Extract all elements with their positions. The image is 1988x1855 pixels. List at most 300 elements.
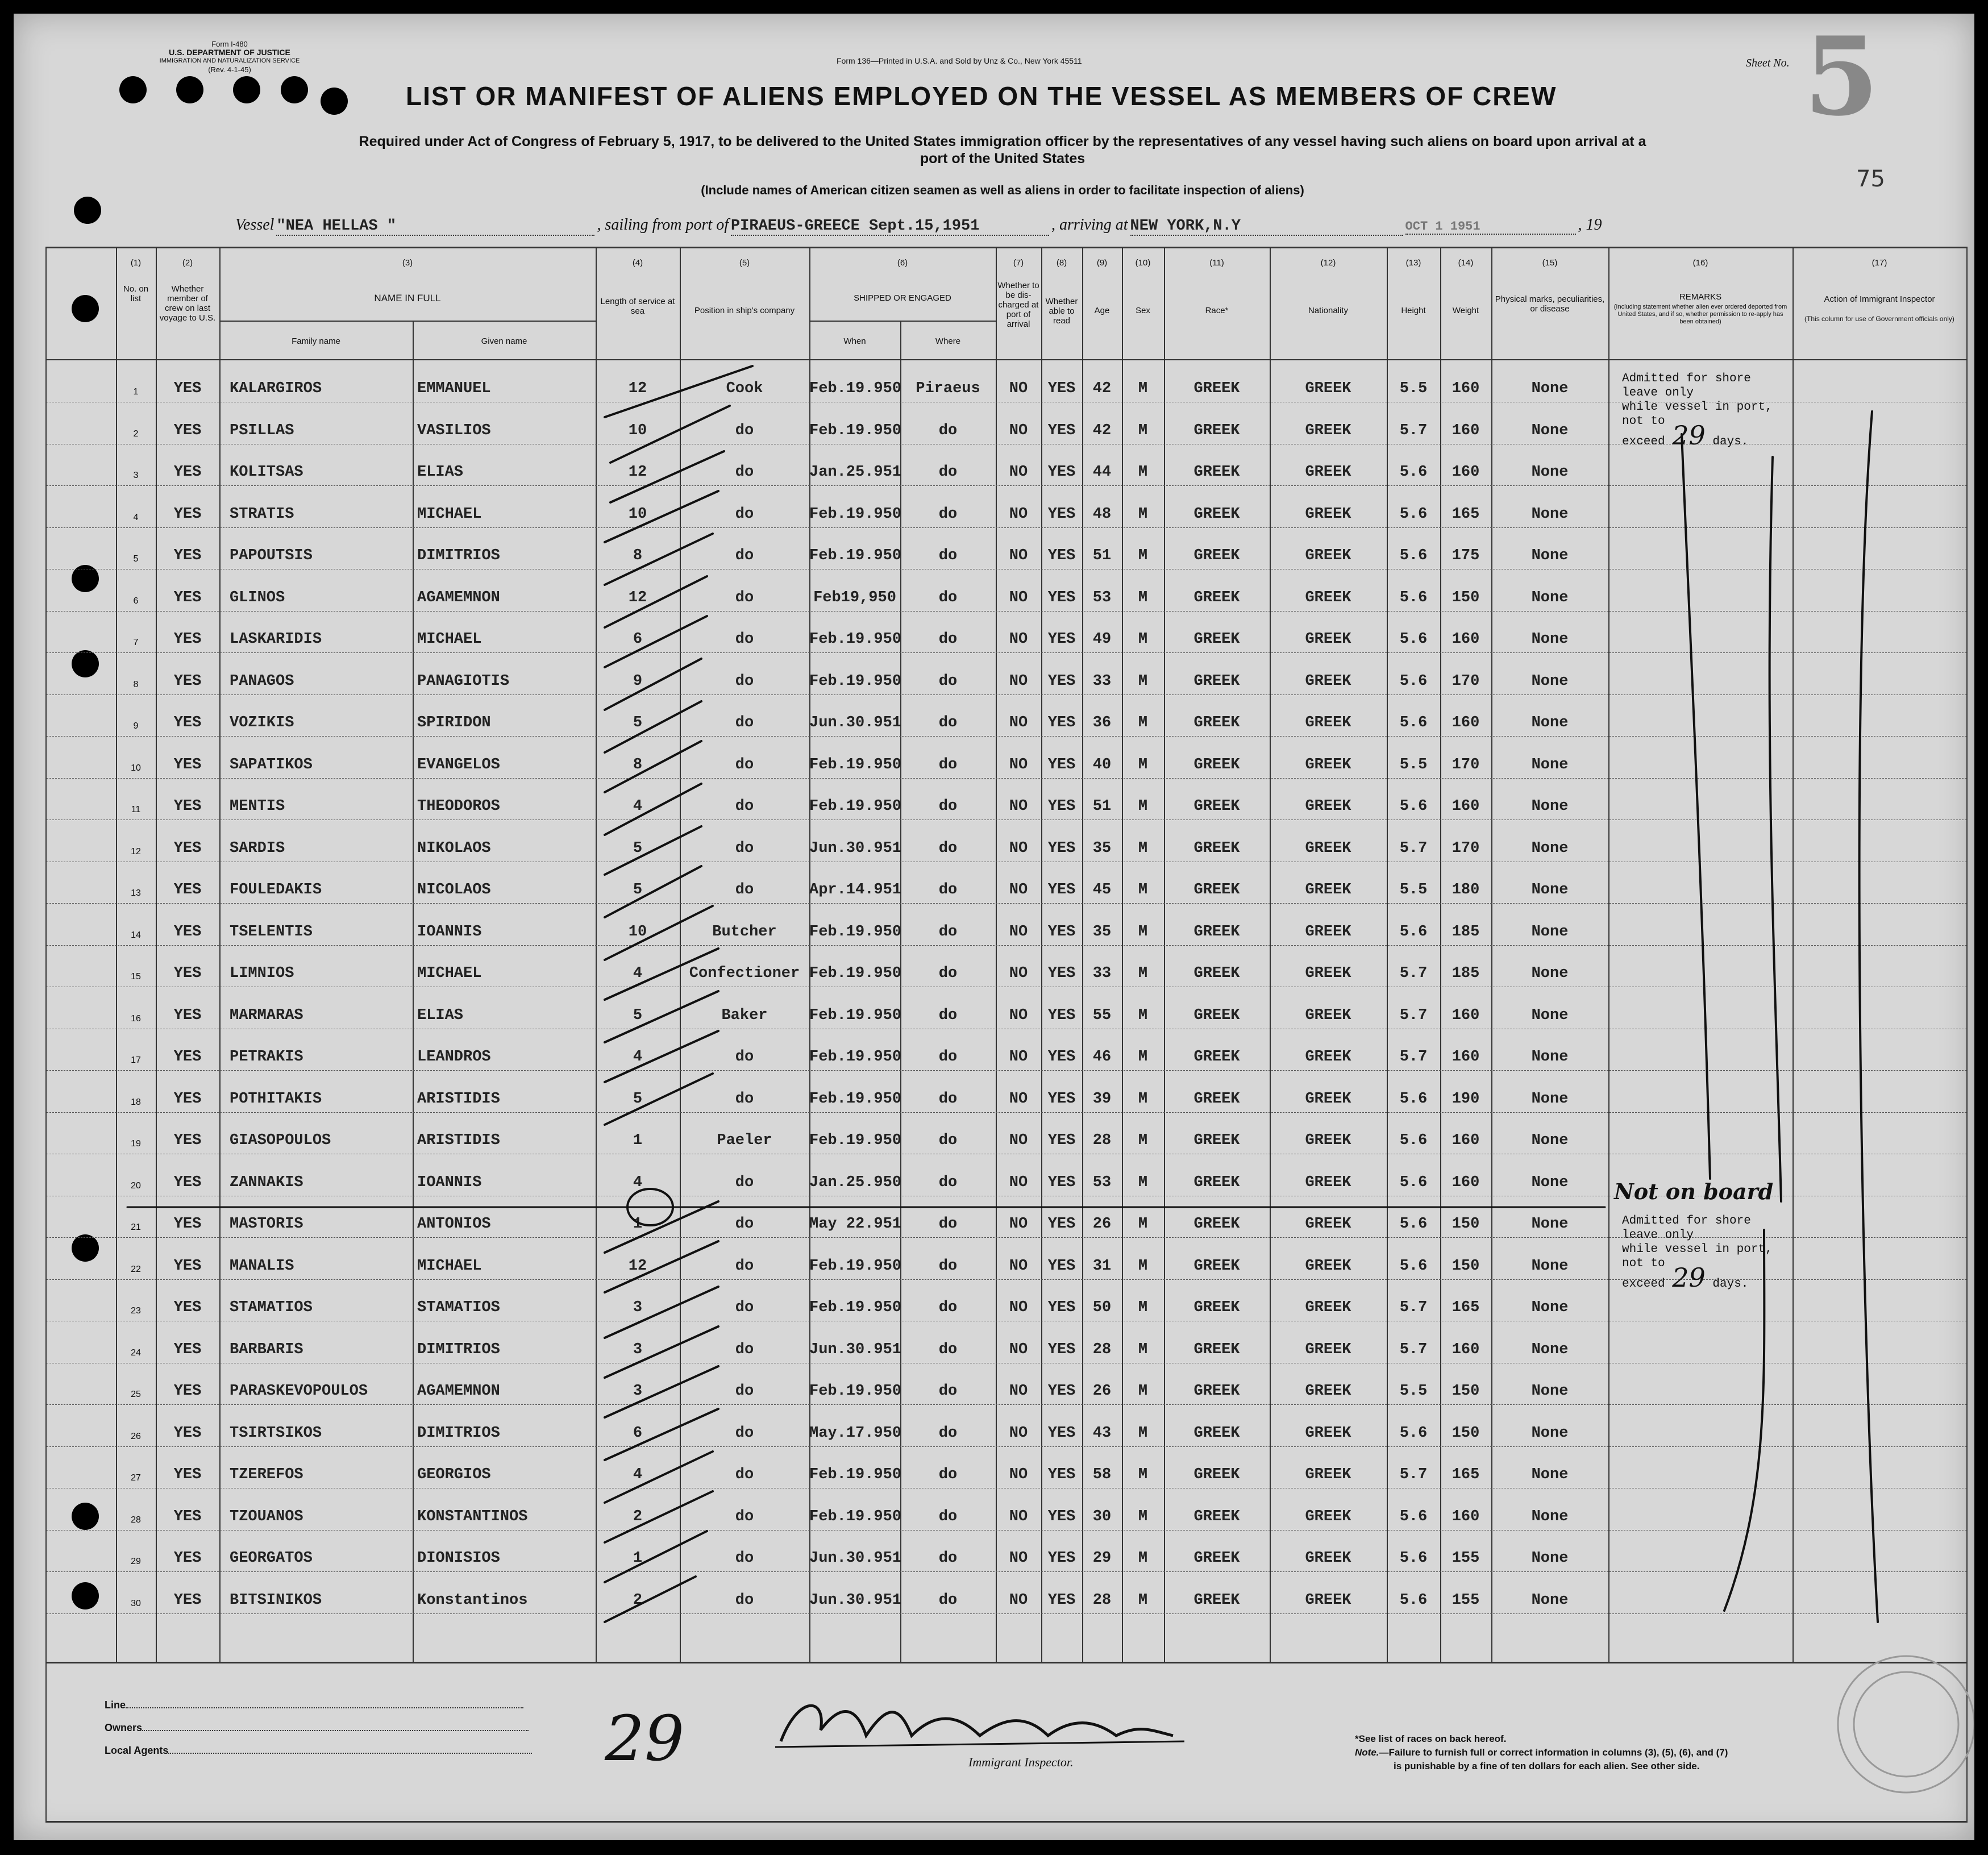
- given-name-cell: STAMATIOS: [417, 1299, 500, 1316]
- physical-marks-cell: None: [1531, 965, 1569, 982]
- vessel-label: Vessel: [235, 216, 275, 234]
- col-number: (3): [402, 258, 413, 268]
- height-cell: 5.6: [1399, 923, 1428, 941]
- weight-cell: 170: [1452, 756, 1480, 773]
- shipped-when-cell: Jun.30.951: [809, 1591, 902, 1609]
- weight-cell: 160: [1452, 464, 1480, 481]
- discharged-cell: NO: [1009, 1090, 1028, 1108]
- nationality-cell: GREEK: [1305, 422, 1351, 439]
- sex-cell: M: [1138, 380, 1148, 397]
- crew-last-voyage-cell: YES: [173, 1466, 202, 1483]
- position-cell: Butcher: [712, 923, 777, 941]
- crew-last-voyage-cell: YES: [173, 505, 202, 523]
- family-name-cell: BARBARIS: [230, 1341, 303, 1358]
- row-number-cell: 30: [131, 1598, 141, 1608]
- age-cell: 51: [1092, 798, 1112, 815]
- shipped-when-cell: Jan.25.950: [809, 1174, 902, 1191]
- crew-last-voyage-cell: YES: [173, 839, 202, 857]
- able-to-read-cell: YES: [1047, 547, 1076, 564]
- discharged-cell: NO: [1009, 631, 1028, 648]
- physical-marks-cell: None: [1531, 589, 1569, 606]
- check-mark: [610, 451, 724, 502]
- row-number-cell: 12: [131, 846, 141, 856]
- row-number-cell: 8: [133, 679, 139, 689]
- service-length-cell: 5: [633, 1090, 643, 1108]
- position-cell: do: [735, 1591, 754, 1609]
- age-cell: 26: [1092, 1216, 1112, 1233]
- age-cell: 31: [1092, 1257, 1112, 1275]
- physical-marks-cell: None: [1531, 1257, 1569, 1275]
- height-cell: 5.5: [1399, 756, 1428, 773]
- weight-cell: 160: [1452, 1341, 1480, 1358]
- service-length-cell: 12: [628, 464, 647, 481]
- not-on-board-note: Not on board: [1614, 1179, 1774, 1204]
- position-cell: Confectioner: [689, 965, 800, 982]
- col-number: (1): [130, 258, 142, 268]
- check-mark: [605, 1287, 718, 1338]
- discharged-cell: NO: [1009, 798, 1028, 815]
- shipped-where-cell: do: [938, 1299, 958, 1316]
- physical-marks-cell: None: [1531, 1383, 1569, 1400]
- weight-cell: 160: [1452, 1006, 1480, 1024]
- age-cell: 33: [1092, 672, 1112, 690]
- race-cell: GREEK: [1193, 422, 1240, 439]
- row-number-cell: 23: [131, 1306, 141, 1316]
- nationality-cell: GREEK: [1305, 1132, 1351, 1149]
- physical-marks-cell: None: [1531, 1090, 1569, 1108]
- nationality-cell: GREEK: [1305, 1591, 1351, 1609]
- race-cell: GREEK: [1193, 1424, 1240, 1442]
- given-name-cell: ELIAS: [417, 464, 464, 481]
- col-header-discharged: Whether to be dis-charged at port of arrival: [997, 281, 1039, 329]
- age-cell: 45: [1092, 881, 1112, 899]
- discharged-cell: NO: [1009, 1216, 1028, 1233]
- service-length-cell: 4: [633, 1466, 643, 1483]
- discharged-cell: NO: [1009, 1341, 1028, 1358]
- sex-cell: M: [1138, 1006, 1148, 1024]
- col-header-action: Action of Immigrant Inspector: [1824, 294, 1935, 304]
- crew-last-voyage-cell: YES: [173, 1216, 202, 1233]
- row-number-cell: 22: [131, 1264, 141, 1274]
- physical-marks-cell: None: [1531, 380, 1569, 397]
- crew-last-voyage-cell: YES: [173, 923, 202, 941]
- physical-marks-cell: None: [1531, 505, 1569, 523]
- row-number-cell: 19: [131, 1139, 141, 1149]
- shipped-when-cell: Feb.19.950: [809, 1257, 902, 1275]
- shipped-when-cell: May.17.950: [809, 1424, 902, 1442]
- shipped-where-cell: do: [938, 589, 958, 606]
- able-to-read-cell: YES: [1047, 1424, 1076, 1442]
- shipped-where-cell: do: [938, 1174, 958, 1191]
- service-length-cell: 2: [633, 1591, 643, 1609]
- crew-last-voyage-cell: YES: [173, 1341, 202, 1358]
- discharged-cell: NO: [1009, 923, 1028, 941]
- given-name-cell: Konstantinos: [417, 1591, 528, 1609]
- able-to-read-cell: YES: [1047, 798, 1076, 815]
- shipped-when-cell: Feb.19.950: [809, 631, 902, 648]
- crew-last-voyage-cell: YES: [173, 1132, 202, 1149]
- position-cell: do: [735, 756, 754, 773]
- printer-line: Form 136—Printed in U.S.A. and Sold by Unz & Co., New York 45511: [837, 56, 1082, 65]
- bracket-line: [1682, 434, 1710, 1179]
- col-number: (11): [1209, 258, 1224, 268]
- shipped-where-cell: do: [938, 965, 958, 982]
- discharged-cell: NO: [1009, 1466, 1028, 1483]
- discharged-cell: NO: [1009, 1257, 1028, 1275]
- sex-cell: M: [1138, 1508, 1148, 1525]
- nationality-cell: GREEK: [1305, 1299, 1351, 1316]
- service-length-cell: 1: [633, 1216, 643, 1233]
- check-mark: [605, 1491, 713, 1542]
- height-cell: 5.6: [1399, 1174, 1428, 1191]
- nationality-cell: GREEK: [1305, 1466, 1351, 1483]
- physical-marks-cell: None: [1531, 756, 1569, 773]
- row-number-cell: 14: [131, 930, 141, 940]
- physical-marks-cell: None: [1531, 1049, 1569, 1066]
- remark-days-hand: 29: [1672, 1262, 1706, 1293]
- race-cell: GREEK: [1193, 547, 1240, 564]
- service-length-cell: 4: [633, 1049, 643, 1066]
- shipped-when-cell: Jun.30.951: [809, 714, 902, 731]
- shipped-where-cell: do: [938, 1132, 958, 1149]
- check-mark: [605, 1074, 713, 1125]
- weight-cell: 160: [1452, 1132, 1480, 1149]
- service-length-cell: 12: [628, 380, 647, 397]
- discharged-cell: NO: [1009, 839, 1028, 857]
- height-cell: 5.6: [1399, 464, 1428, 481]
- check-mark: [605, 659, 701, 710]
- nationality-cell: GREEK: [1305, 631, 1351, 648]
- age-cell: 53: [1092, 1174, 1112, 1191]
- owners-label: Owners: [105, 1722, 143, 1733]
- sex-cell: M: [1138, 547, 1148, 564]
- nationality-cell: GREEK: [1305, 798, 1351, 815]
- discharged-cell: NO: [1009, 547, 1028, 564]
- shipped-where-cell: do: [938, 798, 958, 815]
- weight-cell: 150: [1452, 1383, 1480, 1400]
- shipped-when-cell: Feb.19.950: [809, 1383, 902, 1400]
- age-cell: 46: [1092, 1049, 1112, 1066]
- line-label: Line: [105, 1699, 126, 1711]
- able-to-read-cell: YES: [1047, 1174, 1076, 1191]
- check-mark: [605, 701, 701, 752]
- sex-cell: M: [1138, 1466, 1148, 1483]
- given-name-cell: IOANNIS: [417, 1174, 482, 1191]
- discharged-cell: NO: [1009, 714, 1028, 731]
- height-cell: 5.6: [1399, 798, 1428, 815]
- shipped-where-cell: do: [938, 672, 958, 690]
- position-cell: do: [735, 1257, 754, 1275]
- given-name-cell: LEANDROS: [417, 1049, 491, 1066]
- official-seal: [1838, 1656, 1974, 1792]
- remark-text: while vessel in port, not to: [1622, 401, 1773, 428]
- service: IMMIGRATION AND NATURALIZATION SERVICE: [159, 57, 300, 64]
- family-name-cell: TZOUANOS: [230, 1508, 303, 1525]
- able-to-read-cell: YES: [1047, 1383, 1076, 1400]
- able-to-read-cell: YES: [1047, 965, 1076, 982]
- crew-count-hand: 29: [605, 1702, 684, 1775]
- check-mark: [605, 1031, 718, 1082]
- family-name-cell: MARMARAS: [230, 1006, 303, 1024]
- shipped-where-cell: do: [938, 1550, 958, 1567]
- given-name-cell: ANTONIOS: [417, 1216, 491, 1233]
- age-cell: 28: [1092, 1132, 1112, 1149]
- family-name-cell: MASTORIS: [230, 1216, 303, 1233]
- sailing-label: , sailing from port of: [597, 216, 729, 234]
- service-length-cell: 5: [633, 881, 643, 899]
- age-cell: 36: [1092, 714, 1112, 731]
- able-to-read-cell: YES: [1047, 1216, 1076, 1233]
- height-cell: 5.6: [1399, 1090, 1428, 1108]
- shipped-where-cell: do: [938, 923, 958, 941]
- crew-last-voyage-cell: YES: [173, 1174, 202, 1191]
- check-mark: [605, 741, 701, 792]
- shipped-when-cell: Feb.19.950: [809, 923, 902, 941]
- weight-cell: 180: [1452, 881, 1480, 899]
- position-cell: do: [735, 505, 754, 523]
- row-number-cell: 4: [133, 512, 139, 522]
- sex-cell: M: [1138, 631, 1148, 648]
- remark-days-hand: 29: [1672, 420, 1706, 451]
- sex-cell: M: [1138, 1591, 1148, 1609]
- shipped-when-cell: Feb.19.950: [809, 380, 902, 397]
- check-mark: [605, 366, 752, 417]
- service-length-cell: 3: [633, 1341, 643, 1358]
- family-name-cell: STAMATIOS: [230, 1299, 313, 1316]
- able-to-read-cell: YES: [1047, 923, 1076, 941]
- race-cell: GREEK: [1193, 756, 1240, 773]
- height-cell: 5.6: [1399, 1550, 1428, 1567]
- race-cell: GREEK: [1193, 1341, 1240, 1358]
- sex-cell: M: [1138, 1174, 1148, 1191]
- row-number-cell: 25: [131, 1390, 141, 1399]
- shipped-when-cell: Feb.19.950: [809, 1466, 902, 1483]
- physical-marks-cell: None: [1531, 1006, 1569, 1024]
- col-number: (17): [1871, 258, 1887, 268]
- given-name-cell: DIONISIOS: [417, 1550, 500, 1567]
- shipped-when-cell: Feb.19.950: [809, 965, 902, 982]
- shipped-where-cell: do: [938, 1383, 958, 1400]
- sex-cell: M: [1138, 1550, 1148, 1567]
- able-to-read-cell: YES: [1047, 839, 1076, 857]
- service-length-cell: 4: [633, 798, 643, 815]
- shipped-where-cell: do: [938, 422, 958, 439]
- family-name-cell: PETRAKIS: [230, 1049, 303, 1066]
- service-length-cell: 2: [633, 1508, 643, 1525]
- row-number-cell: 2: [133, 429, 139, 439]
- age-cell: 35: [1092, 839, 1112, 857]
- able-to-read-cell: YES: [1047, 714, 1076, 731]
- given-name-cell: ARISTIDIS: [417, 1090, 500, 1108]
- discharged-cell: NO: [1009, 464, 1028, 481]
- given-name-cell: GEORGIOS: [417, 1466, 491, 1483]
- nationality-cell: GREEK: [1305, 714, 1351, 731]
- crew-last-voyage-cell: YES: [173, 464, 202, 481]
- row-number-cell: 18: [131, 1097, 141, 1107]
- position-cell: do: [735, 1174, 754, 1191]
- discharged-cell: NO: [1009, 672, 1028, 690]
- age-cell: 58: [1092, 1466, 1112, 1483]
- nationality-cell: GREEK: [1305, 1341, 1351, 1358]
- crew-last-voyage-cell: YES: [173, 1550, 202, 1567]
- weight-cell: 185: [1452, 965, 1480, 982]
- family-name-cell: VOZIKIS: [230, 714, 294, 731]
- check-mark: [605, 1409, 718, 1460]
- remark-text: while vessel in port, not to: [1622, 1243, 1773, 1270]
- shipped-where-cell: do: [938, 1090, 958, 1108]
- given-name-cell: AGAMEMNON: [417, 1383, 500, 1400]
- crew-last-voyage-cell: YES: [173, 756, 202, 773]
- height-cell: 5.5: [1399, 380, 1428, 397]
- service-length-cell: 1: [633, 1550, 643, 1567]
- shipped-where-cell: do: [938, 1466, 958, 1483]
- weight-cell: 160: [1452, 380, 1480, 397]
- nationality-cell: GREEK: [1305, 464, 1351, 481]
- col-number: (6): [897, 258, 908, 268]
- shipped-when-cell: Feb.19.950: [809, 1006, 902, 1024]
- race-cell: GREEK: [1193, 1216, 1240, 1233]
- race-cell: GREEK: [1193, 839, 1240, 857]
- shipped-where-cell: do: [938, 1341, 958, 1358]
- sex-cell: M: [1138, 756, 1148, 773]
- discharged-cell: NO: [1009, 965, 1028, 982]
- able-to-read-cell: YES: [1047, 756, 1076, 773]
- row-number-cell: 26: [131, 1431, 141, 1441]
- age-cell: 39: [1092, 1090, 1112, 1108]
- discharged-cell: NO: [1009, 1299, 1028, 1316]
- height-cell: 5.7: [1399, 1006, 1428, 1024]
- shipped-when-cell: Feb.19.950: [809, 1132, 902, 1149]
- sex-cell: M: [1138, 923, 1148, 941]
- shipped-where-cell: do: [938, 881, 958, 899]
- family-name-cell: STRATIS: [230, 505, 294, 523]
- family-name-cell: TSELENTIS: [230, 923, 313, 941]
- position-cell: do: [735, 881, 754, 899]
- able-to-read-cell: YES: [1047, 1591, 1076, 1609]
- physical-marks-cell: None: [1531, 464, 1569, 481]
- subtitle-note: (Include names of American citizen seamen as well as aliens in order to facilitate inspection of aliens): [701, 183, 1304, 197]
- service-length-cell: 4: [633, 965, 643, 982]
- able-to-read-cell: YES: [1047, 1550, 1076, 1567]
- weight-cell: 165: [1452, 505, 1480, 523]
- col-number: (9): [1096, 258, 1108, 268]
- weight-cell: 160: [1452, 631, 1480, 648]
- race-cell: GREEK: [1193, 965, 1240, 982]
- nationality-cell: GREEK: [1305, 380, 1351, 397]
- service-length-cell: 6: [633, 1424, 643, 1442]
- height-cell: 5.7: [1399, 422, 1428, 439]
- given-name-cell: NICOLAOS: [417, 881, 491, 899]
- able-to-read-cell: YES: [1047, 422, 1076, 439]
- age-cell: 44: [1092, 464, 1112, 481]
- row-number-cell: 15: [131, 972, 141, 981]
- departure-port: PIRAEUS-GREECE Sept.15,1951: [731, 218, 1049, 236]
- discharged-cell: NO: [1009, 1049, 1028, 1066]
- given-name-cell: MICHAEL: [417, 1257, 482, 1275]
- crew-last-voyage-cell: YES: [173, 422, 202, 439]
- family-name-cell: PSILLAS: [230, 422, 294, 439]
- row-number-cell: 13: [131, 888, 141, 898]
- family-name-cell: BITSINIKOS: [230, 1591, 322, 1609]
- family-name-cell: SARDIS: [230, 839, 285, 857]
- inspector-signature: [775, 1706, 1184, 1747]
- col-header-position: Position in ship's company: [694, 306, 795, 315]
- row-number-cell: 24: [131, 1347, 141, 1358]
- shipped-when-cell: Feb.19.950: [809, 505, 902, 523]
- shipped-when-cell: Jan.25.951: [809, 464, 902, 481]
- sex-cell: M: [1138, 589, 1148, 606]
- physical-marks-cell: None: [1531, 798, 1569, 815]
- crew-last-voyage-cell: YES: [173, 1090, 202, 1108]
- discharged-cell: NO: [1009, 1550, 1028, 1567]
- age-cell: 48: [1092, 505, 1112, 523]
- col-header-remarks-note: (Including statement whether alien ever ordered deported from United States, and if so, whether permission to re-apply has been obtained): [1613, 303, 1787, 325]
- family-name-cell: GEORGATOS: [230, 1550, 313, 1567]
- able-to-read-cell: YES: [1047, 1006, 1076, 1024]
- family-name-cell: POTHITAKIS: [230, 1090, 322, 1108]
- sex-cell: M: [1138, 1049, 1148, 1066]
- position-cell: do: [735, 839, 754, 857]
- family-name-cell: TSIRTSIKOS: [230, 1424, 322, 1442]
- age-cell: 33: [1092, 965, 1112, 982]
- able-to-read-cell: YES: [1047, 464, 1076, 481]
- weight-cell: 160: [1452, 1174, 1480, 1191]
- check-mark: [605, 949, 718, 1000]
- family-name-cell: SAPATIKOS: [230, 756, 313, 773]
- remark-text: Admitted for shore leave only: [1622, 372, 1751, 400]
- given-name-cell: AGAMEMNON: [417, 589, 500, 606]
- remark-shore-leave-1: [1622, 372, 1792, 449]
- nationality-cell: GREEK: [1305, 1257, 1351, 1275]
- shipped-where-cell: do: [938, 756, 958, 773]
- position-cell: do: [735, 1383, 754, 1400]
- service-length-cell: 8: [633, 756, 643, 773]
- remark-text: exceed: [1622, 1278, 1665, 1291]
- able-to-read-cell: YES: [1047, 1508, 1076, 1525]
- shipped-when-cell: Feb.19.950: [809, 1090, 902, 1108]
- race-cell: GREEK: [1193, 1508, 1240, 1525]
- row-number-cell: 17: [131, 1055, 141, 1065]
- given-name-cell: DIMITRIOS: [417, 547, 500, 564]
- physical-marks-cell: None: [1531, 923, 1569, 941]
- height-cell: 5.6: [1399, 672, 1428, 690]
- able-to-read-cell: YES: [1047, 631, 1076, 648]
- position-cell: do: [735, 589, 754, 606]
- weight-cell: 150: [1452, 589, 1480, 606]
- sex-cell: M: [1138, 1383, 1148, 1400]
- race-cell: GREEK: [1193, 1132, 1240, 1149]
- department: U.S. DEPARTMENT OF JUSTICE: [169, 48, 290, 57]
- remark-shore-leave-2: [1622, 1214, 1792, 1291]
- height-cell: 5.7: [1399, 1299, 1428, 1316]
- subtitle-line: Required under Act of Congress of February 5, 1917, to be delivered to the United States immigration officer by the representatives of any vessel having such aliens on board upon arrival at a: [359, 134, 1646, 149]
- height-cell: 5.6: [1399, 1132, 1428, 1149]
- able-to-read-cell: YES: [1047, 1090, 1076, 1108]
- shipped-where-cell: do: [938, 547, 958, 564]
- check-mark: [605, 1326, 718, 1378]
- handwriting-marks: [14, 14, 1974, 1840]
- row-number-cell: 1: [133, 387, 139, 397]
- service-length-cell: 1: [633, 1132, 643, 1149]
- family-name-cell: PAPOUTSIS: [230, 547, 313, 564]
- crew-last-voyage-cell: YES: [173, 881, 202, 899]
- weight-cell: 155: [1452, 1550, 1480, 1567]
- page-title: LIST OR MANIFEST OF ALIENS EMPLOYED ON THE VESSEL AS MEMBERS OF CREW: [406, 81, 1557, 111]
- check-mark: [605, 784, 701, 835]
- row-number-cell: 5: [133, 554, 139, 564]
- check-mark: [605, 866, 701, 917]
- nationality-cell: GREEK: [1305, 1174, 1351, 1191]
